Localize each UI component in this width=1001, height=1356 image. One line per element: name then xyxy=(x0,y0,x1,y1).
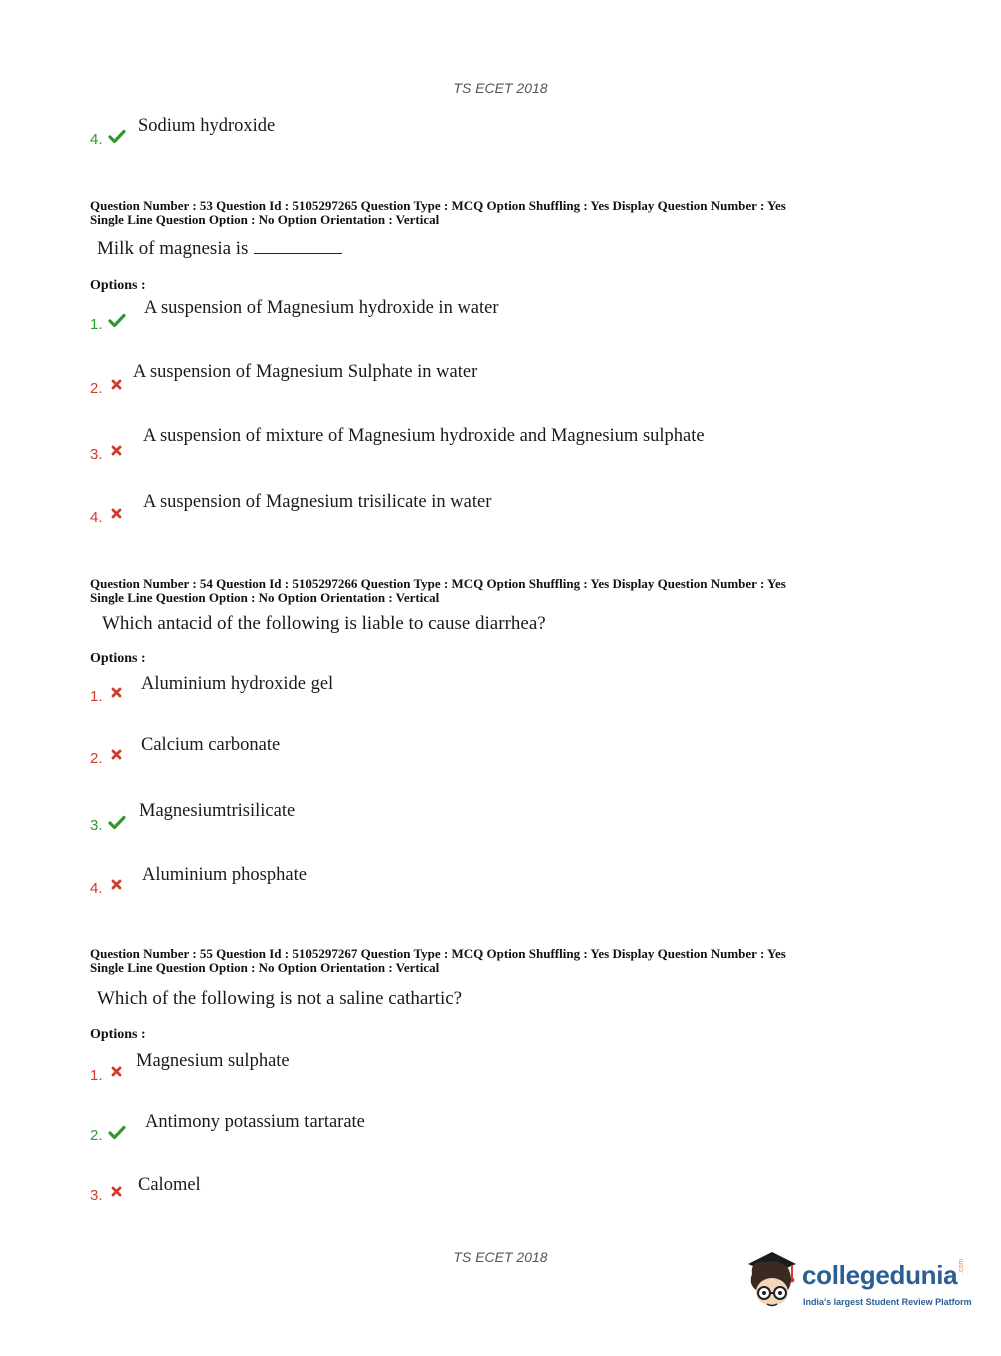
question-text: Which of the following is not a saline cathartic? xyxy=(97,988,463,1009)
option-number: 2. xyxy=(90,380,103,397)
cross-icon xyxy=(111,445,122,456)
cross-icon xyxy=(111,508,122,519)
option-number: 4. xyxy=(90,509,103,526)
check-icon xyxy=(108,129,126,144)
options-label: Options : xyxy=(90,278,146,293)
cross-icon xyxy=(111,1186,122,1197)
check-icon xyxy=(108,815,126,830)
option-number: 4. xyxy=(90,880,103,897)
option-number: 4. xyxy=(90,131,103,148)
page-header: TS ECET 2018 xyxy=(453,80,548,96)
option-number: 3. xyxy=(90,1187,103,1204)
question-text: Which antacid of the following is liable to cause diarrhea? xyxy=(102,613,546,634)
check-icon xyxy=(108,313,126,328)
option-text: Magnesium sulphate xyxy=(136,1051,290,1071)
option-text: Aluminium phosphate xyxy=(142,865,307,885)
student-mascot-icon xyxy=(742,1250,802,1316)
option-number: 3. xyxy=(90,817,103,834)
cross-icon xyxy=(111,379,122,390)
option-number: 1. xyxy=(90,316,103,333)
option-text: Antimony potassium tartarate xyxy=(145,1112,365,1132)
option-number: 1. xyxy=(90,1067,103,1084)
option-text: Calcium carbonate xyxy=(141,735,281,755)
option-text: A suspension of Magnesium trisilicate in water xyxy=(143,492,492,512)
option-number: 2. xyxy=(90,1127,103,1144)
option-text: A suspension of Magnesium hydroxide in water xyxy=(144,298,499,318)
logo-tagline: India's largest Student Review Platform xyxy=(803,1297,972,1307)
option-number: 2. xyxy=(90,750,103,767)
option-number: 1. xyxy=(90,688,103,705)
option-text: Sodium hydroxide xyxy=(138,116,276,136)
collegedunia-logo xyxy=(742,1250,972,1320)
question-text: Milk of magnesia is xyxy=(97,238,342,260)
question-meta: Question Number : 54 Question Id : 5105297266 Question Type : MCQ Option Shuffling : Yes Display Question Number : Yes Single Line Question Option : No Option Orientation : Vertical xyxy=(90,576,786,605)
cross-icon xyxy=(111,749,122,760)
option-text: Magnesiumtrisilicate xyxy=(139,801,296,821)
question-meta: Question Number : 53 Question Id : 5105297265 Question Type : MCQ Option Shuffling : Yes Display Question Number : Yes Single Line Question Option : No Option Orientation : Vertical xyxy=(90,198,786,227)
cross-icon xyxy=(111,687,122,698)
option-text: A suspension of Magnesium Sulphate in water xyxy=(133,362,478,382)
page-footer: TS ECET 2018 xyxy=(453,1249,548,1265)
option-text: A suspension of mixture of Magnesium hydroxide and Magnesium sulphate xyxy=(143,426,705,446)
options-label: Options : xyxy=(90,651,146,666)
option-number: 3. xyxy=(90,446,103,463)
cross-icon xyxy=(111,1066,122,1077)
logo-suffix: .com xyxy=(958,1258,965,1274)
logo-wordmark: collegedunia xyxy=(802,1260,958,1290)
cross-icon xyxy=(111,879,122,890)
option-text: Aluminium hydroxide gel xyxy=(141,674,334,694)
option-text: Calomel xyxy=(138,1175,201,1195)
answer-blank xyxy=(254,252,342,254)
question-meta: Question Number : 55 Question Id : 5105297267 Question Type : MCQ Option Shuffling : Yes Display Question Number : Yes Single Line Question Option : No Option Orientation : Vertical xyxy=(90,946,786,975)
options-label: Options : xyxy=(90,1027,146,1042)
check-icon xyxy=(108,1125,126,1140)
